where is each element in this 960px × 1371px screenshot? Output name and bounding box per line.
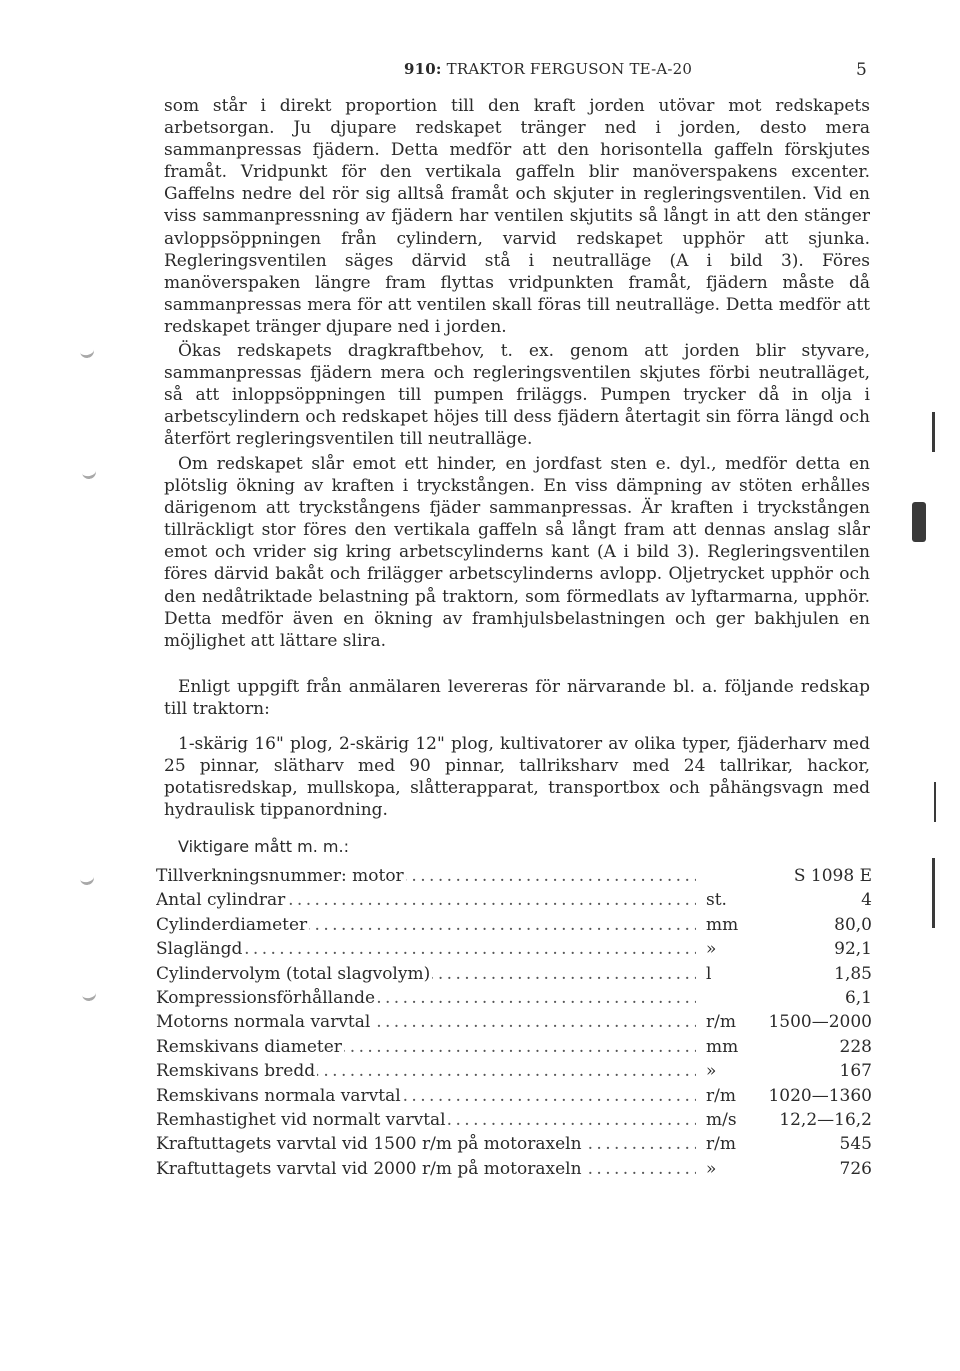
- spec-label-text: Remhastighet vid normalt varvtal: [156, 1109, 446, 1130]
- spec-value: 92,1: [834, 939, 872, 960]
- binder-hole-mark: [81, 465, 97, 480]
- edge-scan-mark: [912, 502, 926, 542]
- header-title-text: TRAKTOR FERGUSON TE-A-20: [446, 60, 693, 78]
- spec-label-text: Kompressionsförhållande: [156, 987, 376, 1008]
- page-number: 5: [856, 60, 868, 80]
- spec-value: 1020—1360: [768, 1085, 872, 1106]
- spec-label-text: Cylindervolym (total slagvolym): [156, 963, 431, 984]
- spec-label: [156, 1035, 696, 1059]
- spec-label: [156, 1084, 696, 1108]
- spec-label-text: Antal cylindrar: [156, 890, 286, 911]
- spec-label: [156, 913, 696, 937]
- spec-label: [156, 1157, 696, 1181]
- spec-value: 1,85: [834, 963, 872, 984]
- spec-row: [156, 864, 872, 888]
- spec-label-text: Remskivans bredd: [156, 1061, 316, 1082]
- header-code: 910:: [404, 60, 442, 78]
- spec-row: [156, 962, 872, 986]
- spec-unit: »: [706, 1061, 717, 1082]
- spec-label-text: Kraftuttagets varvtal vid 1500 r/m på motoraxeln: [156, 1134, 582, 1155]
- paragraph-2: Ökas redskapets dragkraftbehov, t. ex. genom att jorden blir styvare, sammanpressas fjädern mera och regleringsventilen skjutes förbi neutralläget, så att inloppsöppningen till pumpen friläggs. Pumpen trycker då in olja i arbetscylindern och redskapet höjes till dess fjädern återtagit sin förra längd och återfört regleringsventilen till neutralläge.: [164, 341, 870, 450]
- spec-unit: r/m: [706, 1012, 736, 1033]
- spec-label: [156, 1059, 696, 1083]
- spec-label: [156, 1132, 696, 1156]
- spec-label: [156, 888, 696, 912]
- page-header: [0, 54, 960, 84]
- spec-row: [156, 1108, 872, 1132]
- spec-label: [156, 1010, 696, 1034]
- spec-label: [156, 986, 696, 1010]
- spec-label-text: Remskivans diameter: [156, 1036, 342, 1057]
- edge-scan-mark: [934, 782, 936, 822]
- spec-value: 6,1: [844, 987, 872, 1008]
- spec-value: 228: [839, 1036, 872, 1057]
- spec-value: 80,0: [834, 914, 872, 935]
- spec-label-text: Tillverkningsnummer: motor: [156, 866, 404, 886]
- spec-label-text: Kraftuttagets varvtal vid 2000 r/m på motoraxeln: [156, 1158, 582, 1179]
- specs-table: [156, 864, 872, 1181]
- spec-unit: l: [706, 963, 712, 984]
- spec-value: 545: [839, 1134, 872, 1155]
- specs-heading: Viktigare mått m. m.:: [178, 837, 349, 856]
- binder-hole-mark: [79, 871, 95, 886]
- spec-value: 12,2—16,2: [779, 1109, 872, 1130]
- spec-label-text: Slaglängd: [156, 939, 243, 960]
- spec-label-text: Cylinderdiameter: [156, 914, 308, 935]
- spec-row: [156, 986, 872, 1010]
- paragraph-3: Om redskapet slår emot ett hinder, en jordfast sten e. dyl., medför detta en plötslig ökning av kraften i tryckstången. En viss dämpning av stöten erhålles därigenom att tryckstångens fjäder sammanpressas. Är kraften i tryckstången tillräckligt stor föres den vertikala gaffeln så långt fram att dennas anslag slår emot och vrider sig kring arbetscylinderns kant (A i bild 3). Regleringsventilen föres därvid bakåt och frilägger arbetscylinderns avlopp. Oljetrycket upphör och den nedåtriktade belastning på traktorn, som förmedlats av lyftarmarna, upphör. Detta medför även en ökning av framhjulsbelastningen och ger bakhjulen en möjlighet att lättare slira.: [164, 454, 870, 651]
- header-title: [404, 60, 692, 78]
- spec-value: 1500—2000: [768, 1012, 872, 1033]
- spec-label: [156, 962, 696, 986]
- spec-row: [156, 1010, 872, 1034]
- spec-value: 4: [861, 890, 872, 911]
- spec-unit: st.: [706, 890, 727, 911]
- paragraph-4: Enligt uppgift från anmälaren levereras för närvarande bl. a. följande redskap till traktorn:: [164, 677, 870, 720]
- spec-row: [156, 1132, 872, 1156]
- spec-row: [156, 1084, 872, 1108]
- paragraph-1: som står i direkt proportion till den kraft jorden utövar mot redskapets arbetsorgan. Ju djupare redskapet tränger ned i jorden, desto mera sammanpressas fjädern. Detta medför att den horisontella gaffeln förskjutes framåt. Vridpunkt för den vertikala gaffeln blir manöverspakens excenter. Gaffelns nedre del rör sig alltså framåt och skjuter in regleringsventilen. Vid en viss sammanpressning av fjädern har ventilen skjutits så långt in att den stänger avloppsöppningen från cylindern, varvid redskapet upphör att sjunka. Regleringsventilen säges därvid stå i neutralläge (A i bild 3). Föres manöverspaken längre fram flyttas vridpunkten framåt, fjädern måste då sammanpressas mera för att ventilen skall föras till neutralläge. Detta medför att redskapet tränger djupare ned i jorden.: [164, 96, 870, 337]
- binder-hole-mark: [79, 344, 95, 359]
- spec-row: [156, 937, 872, 961]
- spec-unit: mm: [706, 914, 739, 935]
- spec-label-text: Motorns normala varvtal: [156, 1012, 371, 1033]
- binder-hole-mark: [81, 987, 97, 1002]
- spec-row: [156, 888, 872, 912]
- spec-unit: r/m: [706, 1085, 736, 1106]
- spec-value: 726: [839, 1158, 872, 1179]
- edge-scan-mark: [932, 412, 935, 452]
- spec-unit: mm: [706, 1036, 739, 1057]
- spec-label: [156, 937, 696, 961]
- spec-row: [156, 1059, 872, 1083]
- spec-unit: m/s: [706, 1109, 737, 1130]
- edge-scan-mark: [932, 858, 935, 928]
- spec-unit: »: [706, 939, 717, 960]
- spec-row: [156, 913, 872, 937]
- spec-value: 167: [839, 1061, 872, 1082]
- spec-label: [156, 1108, 696, 1132]
- spec-row: [156, 1035, 872, 1059]
- paragraph-5: 1-skärig 16" plog, 2-skärig 12" plog, kultivatorer av olika typer, fjäderharv med 25 pinnar, slätharv med 90 pinnar, tallriksharv med 24 tallrikar, hackor, potatisredskap, mullskopa, slåtterapparat, transportbox och påhängsvagn med hydraulisk tippanordning.: [164, 734, 870, 821]
- spec-value: S 1098 E: [793, 866, 872, 886]
- spec-label: [156, 864, 696, 888]
- spec-label-text: Remskivans normala varvtal: [156, 1085, 401, 1106]
- spec-row: [156, 1157, 872, 1181]
- spec-unit: »: [706, 1158, 717, 1179]
- spec-unit: r/m: [706, 1134, 736, 1155]
